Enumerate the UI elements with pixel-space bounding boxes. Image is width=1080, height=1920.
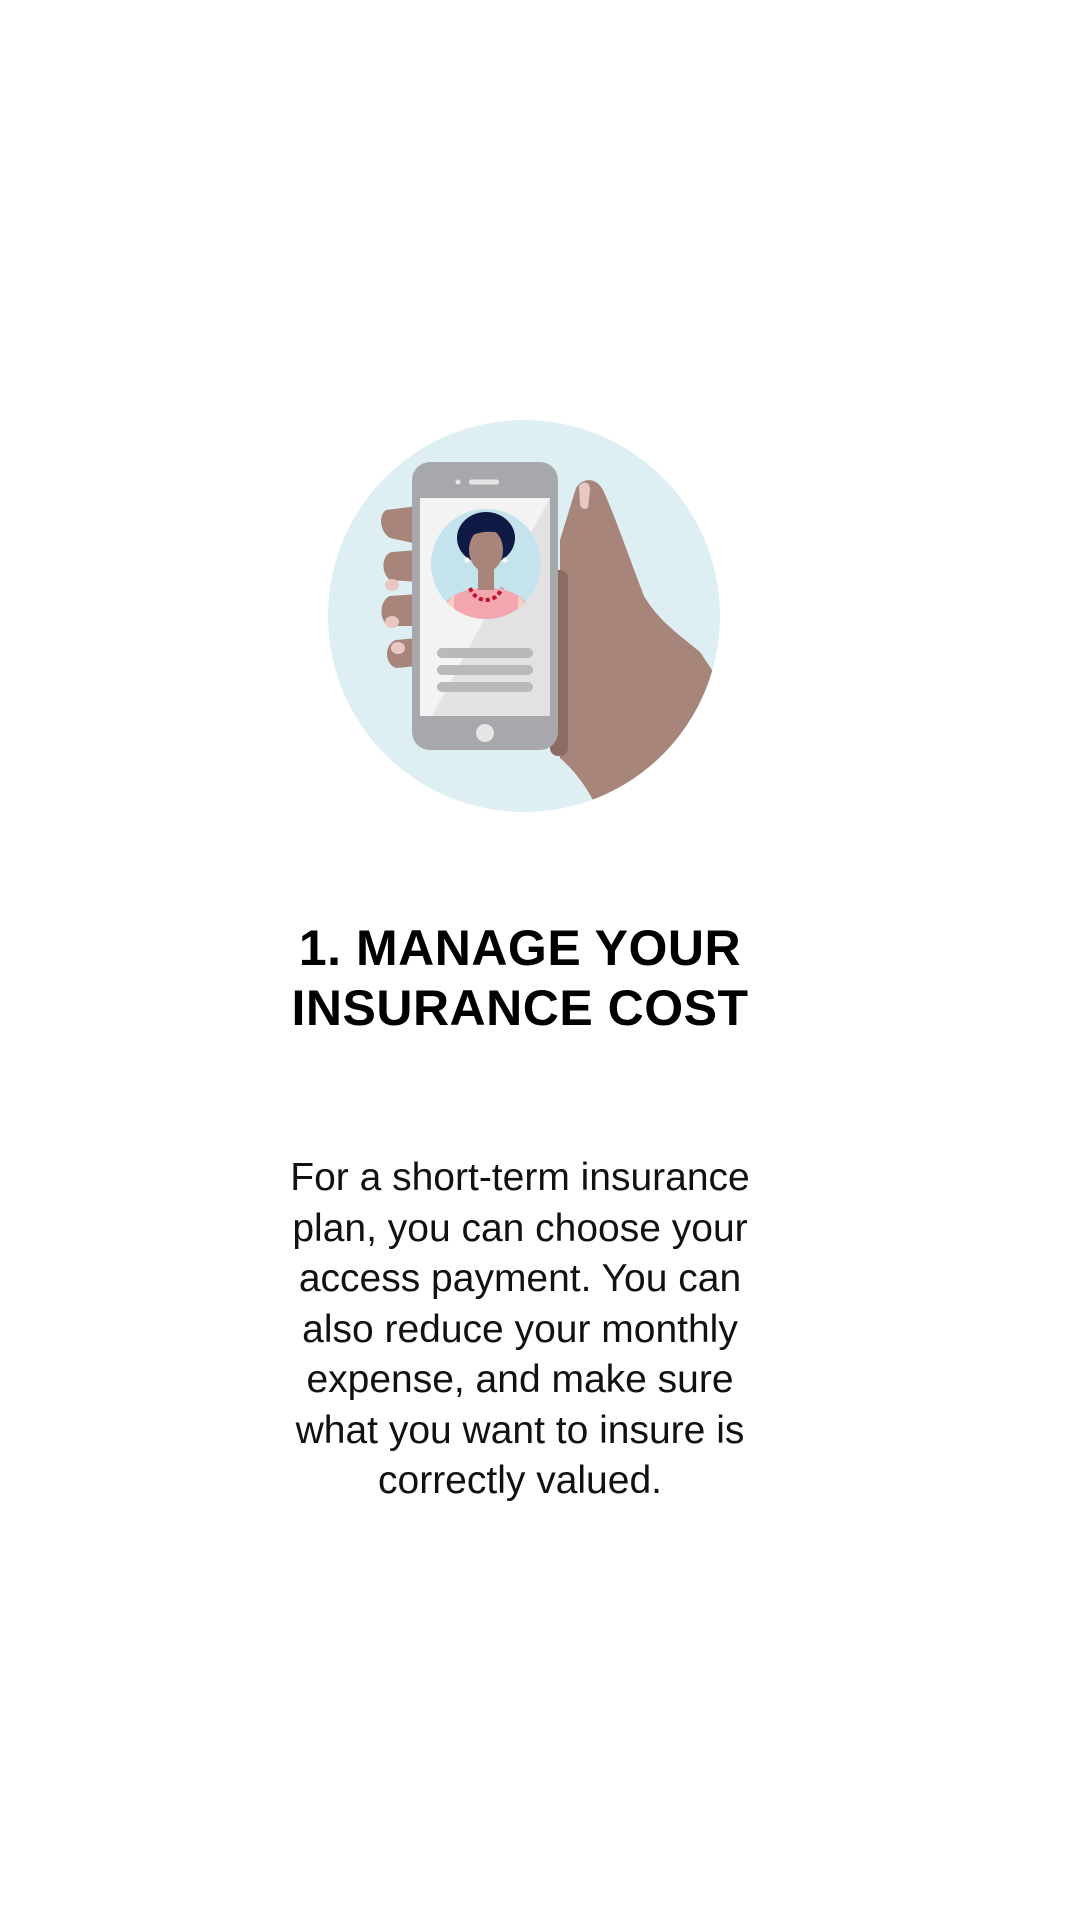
profile-line-2 <box>437 665 533 675</box>
description-line: what you want to insure is <box>295 1408 745 1452</box>
profile-line-3 <box>437 682 533 692</box>
profile-line-1 <box>437 648 533 658</box>
title-line: INSURANCE COST <box>291 980 749 1036</box>
description-line: expense, and make sure <box>306 1358 734 1401</box>
description-line: access payment. You can <box>298 1257 742 1300</box>
title-line: 1. MANAGE YOUR <box>298 920 742 976</box>
hand-holding-phone-icon <box>328 420 720 812</box>
description-line: For a short-term insurance <box>290 1156 750 1199</box>
description-line: correctly valued. <box>378 1459 662 1502</box>
description-line: also reduce your monthly <box>302 1307 738 1351</box>
page-title <box>140 918 900 1038</box>
description-line: plan, you can choose your <box>292 1206 748 1250</box>
description-text <box>190 1153 850 1507</box>
phone-home-button <box>476 724 494 742</box>
